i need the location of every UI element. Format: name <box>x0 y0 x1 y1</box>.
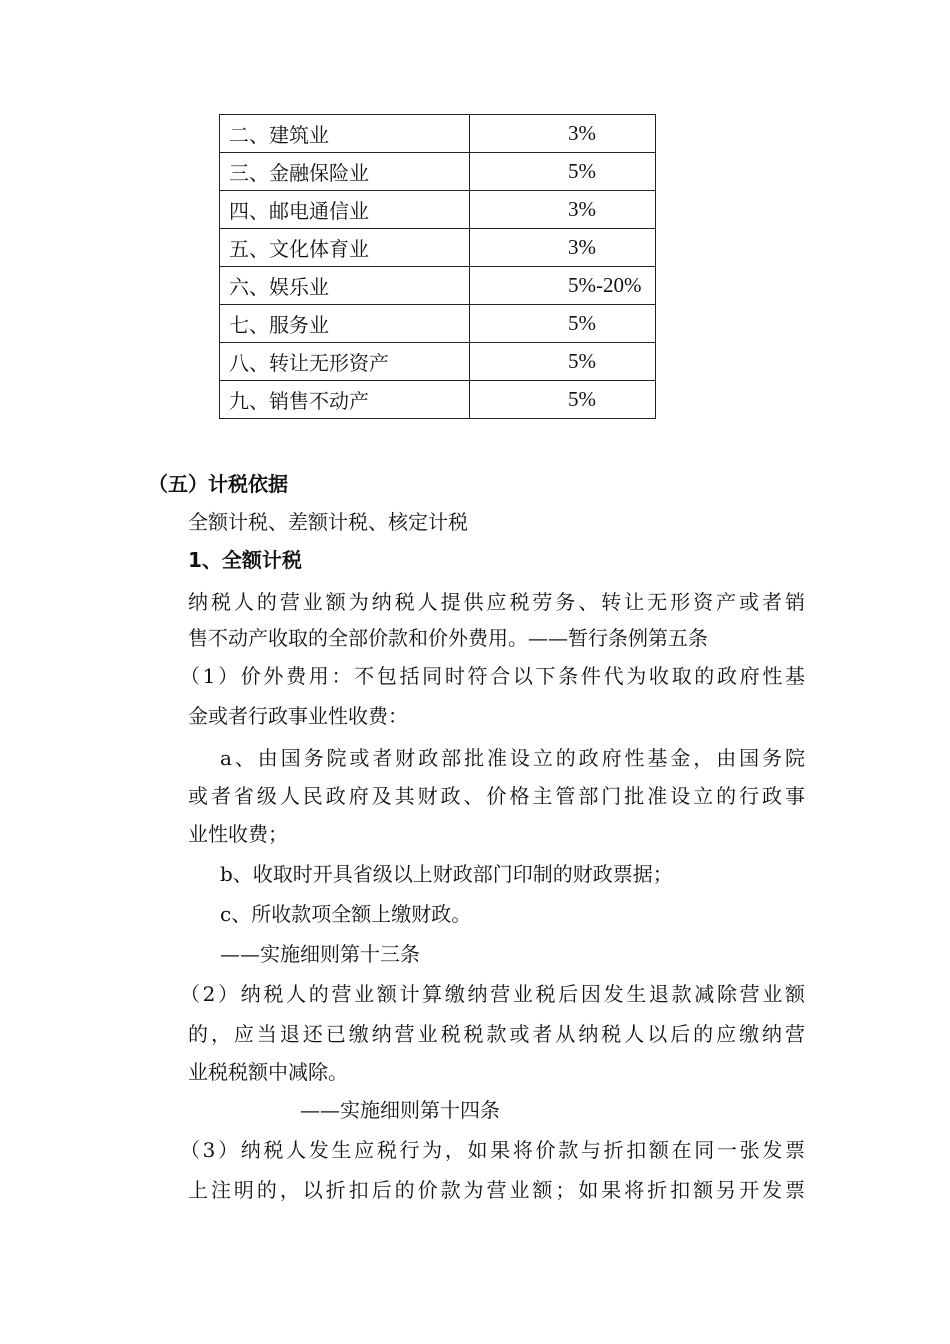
table-row <box>220 343 656 381</box>
table-row <box>220 115 656 153</box>
table-row <box>220 305 656 343</box>
table-row <box>220 267 656 305</box>
paragraph-line: 纳税人的营业额为纳税人提供应税劳务、转让无形资产或者销 <box>188 590 805 614</box>
table-cell-item: 二、建筑业 <box>220 115 470 153</box>
table-cell-item: 九、销售不动产 <box>220 381 470 419</box>
table-cell-rate: 5% <box>470 153 656 191</box>
paragraph-line: （2）纳税人的营业额计算缴纳营业税后因发生退款减除营业额 <box>180 982 805 1006</box>
table-cell-item: 七、服务业 <box>220 305 470 343</box>
subheading: 1、全额计税 <box>188 548 302 572</box>
paragraph-line: b、收取时开具省级以上财政部门印制的财政票据； <box>220 862 673 886</box>
paragraph-line: 金或者行政事业性收费： <box>188 704 408 728</box>
citation: ——实施细则第十三条 <box>220 942 420 966</box>
section-heading: （五）计税依据 <box>148 472 288 496</box>
paragraph-line: 业税税额中减除。 <box>188 1060 348 1084</box>
table-cell-rate: 3% <box>470 115 656 153</box>
table-cell-rate: 5% <box>470 305 656 343</box>
paragraph-line: 或者省级人民政府及其财政、价格主管部门批准设立的行政事 <box>188 784 805 808</box>
paragraph-line: c、所收款项全额上缴财政。 <box>220 902 472 926</box>
paragraph-line: 售不动产收取的全部价款和价外费用。——暂行条例第五条 <box>188 626 708 650</box>
table-cell-item: 八、转让无形资产 <box>220 343 470 381</box>
table-cell-item: 四、邮电通信业 <box>220 191 470 229</box>
table-row <box>220 153 656 191</box>
table-cell-rate: 3% <box>470 229 656 267</box>
paragraph-line: 上注明的，以折扣后的价款为营业额；如果将折扣额另开发票 <box>188 1178 805 1202</box>
table-cell-item: 五、文化体育业 <box>220 229 470 267</box>
intro-text: 全额计税、差额计税、核定计税 <box>188 510 468 534</box>
citation: ——实施细则第十四条 <box>300 1098 500 1122</box>
table-row <box>220 191 656 229</box>
table-cell-rate: 5%-20% <box>470 267 656 305</box>
paragraph-line: （1）价外费用：不包括同时符合以下条件代为收取的政府性基 <box>180 664 805 688</box>
table-row <box>220 381 656 419</box>
table-cell-item: 六、娱乐业 <box>220 267 470 305</box>
paragraph-line: 的，应当退还已缴纳营业税税款或者从纳税人以后的应缴纳营 <box>188 1022 805 1046</box>
paragraph-line: 业性收费； <box>188 822 288 846</box>
table-row <box>220 229 656 267</box>
table-cell-rate: 3% <box>470 191 656 229</box>
paragraph-line: a、由国务院或者财政部批准设立的政府性基金，由国务院 <box>220 746 805 770</box>
tax-rate-table <box>219 114 656 419</box>
table-cell-item: 三、金融保险业 <box>220 153 470 191</box>
table-cell-rate: 5% <box>470 381 656 419</box>
paragraph-line: （3）纳税人发生应税行为，如果将价款与折扣额在同一张发票 <box>180 1138 805 1162</box>
table-cell-rate: 5% <box>470 343 656 381</box>
